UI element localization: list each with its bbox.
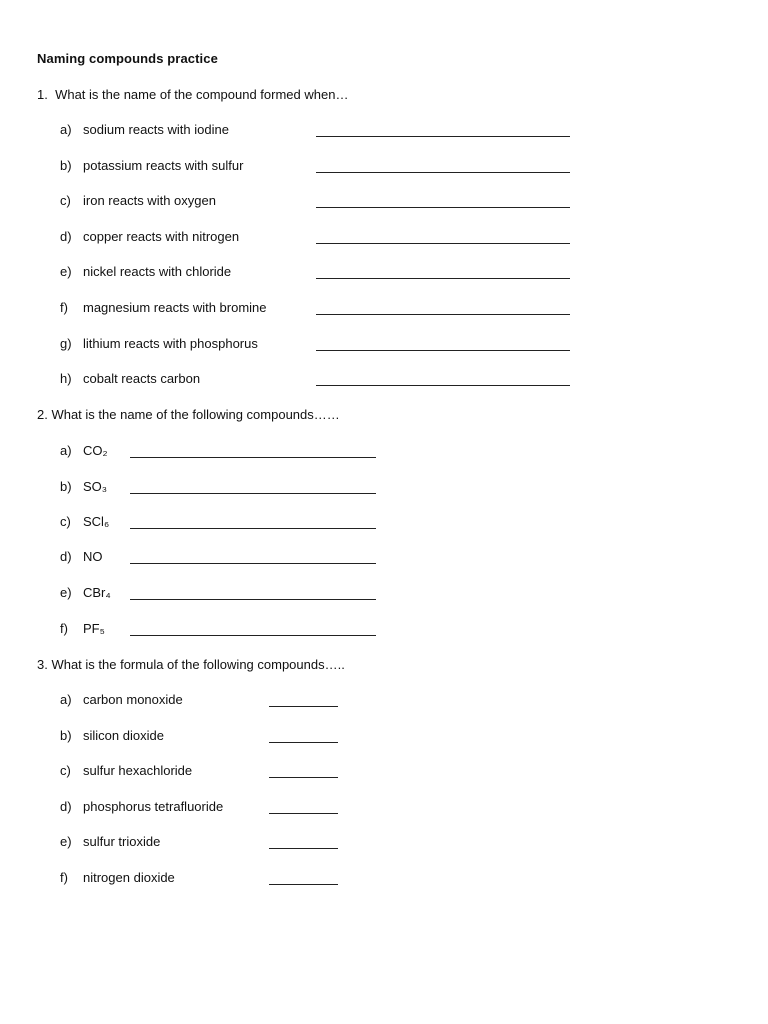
answer-line[interactable] — [316, 243, 570, 244]
item-text: silicon dioxide — [83, 728, 164, 743]
item-formula: SO₃ — [83, 479, 108, 494]
page-title: Naming compounds practice — [37, 51, 218, 66]
item-text: carbon monoxide — [83, 692, 183, 707]
answer-line[interactable] — [316, 385, 570, 386]
answer-line[interactable] — [130, 599, 376, 600]
item-text: nickel reacts with chloride — [83, 264, 232, 279]
item-text: sodium reacts with iodine — [83, 122, 229, 137]
answer-line[interactable] — [130, 457, 376, 458]
question-3-prompt: 3. What is the formula of the following compounds….. — [37, 657, 345, 672]
item-formula: NO — [83, 549, 103, 564]
answer-line[interactable] — [269, 777, 338, 778]
item-letter: c) — [60, 193, 71, 208]
answer-line[interactable] — [130, 563, 376, 564]
item-text: phosphorus tetrafluoride — [83, 799, 224, 814]
answer-line[interactable] — [316, 278, 570, 279]
item-text: copper reacts with nitrogen — [83, 229, 240, 244]
item-letter: d) — [60, 799, 72, 814]
item-text: iron reacts with oxygen — [83, 193, 216, 208]
answer-line[interactable] — [316, 172, 570, 173]
item-letter: c) — [60, 763, 71, 778]
answer-line[interactable] — [316, 314, 570, 315]
item-letter: b) — [60, 479, 72, 494]
item-letter: h) — [60, 371, 72, 386]
item-letter: f) — [60, 300, 68, 315]
question-2-prompt: 2. What is the name of the following compounds…… — [37, 407, 340, 422]
answer-line[interactable] — [269, 706, 338, 707]
item-letter: a) — [60, 443, 72, 458]
item-formula: CBr₄ — [83, 585, 111, 600]
item-letter: a) — [60, 122, 72, 137]
answer-line[interactable] — [269, 813, 338, 814]
item-letter: c) — [60, 514, 71, 529]
item-letter: f) — [60, 621, 68, 636]
item-letter: e) — [60, 834, 72, 849]
item-text: lithium reacts with phosphorus — [83, 336, 258, 351]
item-text: magnesium reacts with bromine — [83, 300, 267, 315]
item-letter: b) — [60, 158, 72, 173]
item-formula: SCl₆ — [83, 514, 110, 529]
item-letter: e) — [60, 264, 72, 279]
answer-line[interactable] — [269, 848, 338, 849]
question-1-prompt: 1. What is the name of the compound formed when… — [37, 87, 349, 102]
item-letter: g) — [60, 336, 72, 351]
answer-line[interactable] — [269, 884, 338, 885]
answer-line[interactable] — [130, 493, 376, 494]
item-letter: e) — [60, 585, 72, 600]
answer-line[interactable] — [130, 635, 376, 636]
item-letter: a) — [60, 692, 72, 707]
item-text: potassium reacts with sulfur — [83, 158, 244, 173]
item-letter: d) — [60, 229, 72, 244]
answer-line[interactable] — [316, 136, 570, 137]
item-text: sulfur trioxide — [83, 834, 161, 849]
answer-line[interactable] — [130, 528, 376, 529]
item-formula: CO₂ — [83, 443, 108, 458]
item-letter: f) — [60, 870, 68, 885]
item-text: cobalt reacts carbon — [83, 371, 201, 386]
answer-line[interactable] — [316, 350, 570, 351]
item-letter: d) — [60, 549, 72, 564]
item-letter: b) — [60, 728, 72, 743]
answer-line[interactable] — [269, 742, 338, 743]
item-formula: PF₅ — [83, 621, 105, 636]
item-text: sulfur hexachloride — [83, 763, 193, 778]
item-text: nitrogen dioxide — [83, 870, 175, 885]
answer-line[interactable] — [316, 207, 570, 208]
